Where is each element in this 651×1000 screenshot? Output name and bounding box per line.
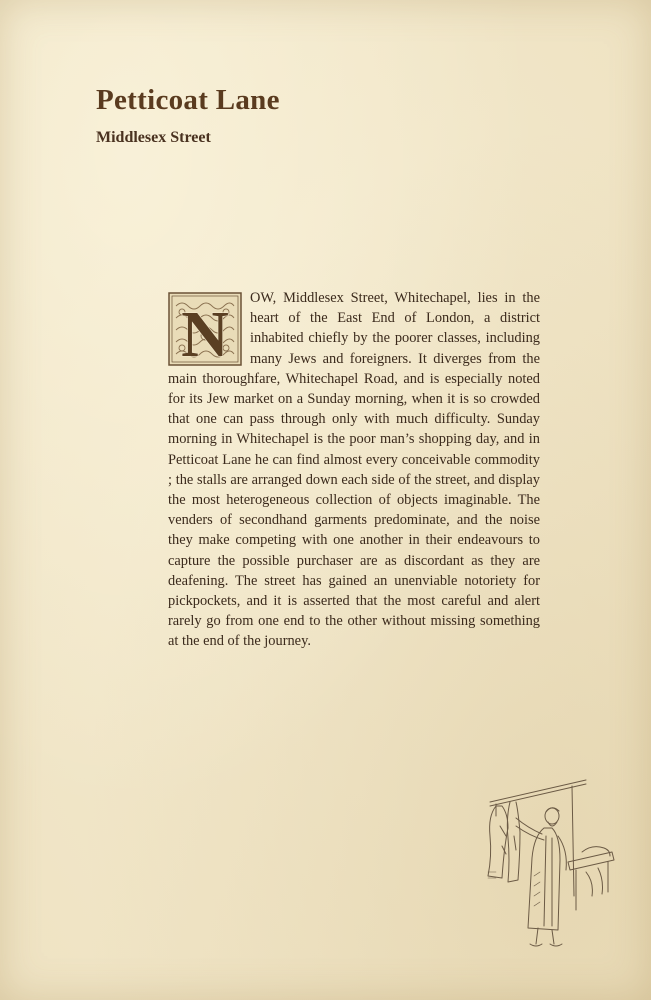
article-body — [168, 288, 540, 652]
page-subtitle: Middlesex Street — [96, 129, 211, 146]
street-vendor-sketch-icon — [486, 776, 616, 956]
article-text: OW, Middlesex Street, Whitechapel, lies in the heart of the East End of London, a district inhabited chiefly by the poorer classes, including many Jews and foreigners. It diverges from the main thoroughfare, Whitechapel Road, and is especially noted for its Jew market on a Sunday morning, when it is so crowded that one can pass through only with much difficulty. Sunday morning in Whitechapel is the poor man’s shopping day, and in Petticoat Lane he can find almost every conceivable commodity ; the stalls are arranged down each side of the street, and display the most heterogeneous collection of objects imaginable. The venders of secondhand garments predominate, and the noise they make competing with one another in their endeavours to capture the possible purchaser are as discordant as they are deafening. The street has gained an unenviable notoriety for pickpockets, and it is asserted that the most careful and alert rarely go from one end to the other without missing something at the end of the journey. — [168, 290, 540, 650]
dropcap-letter: N — [181, 298, 229, 366]
page-title: Petticoat Lane — [96, 84, 280, 116]
ornate-initial-n-icon — [168, 292, 242, 366]
